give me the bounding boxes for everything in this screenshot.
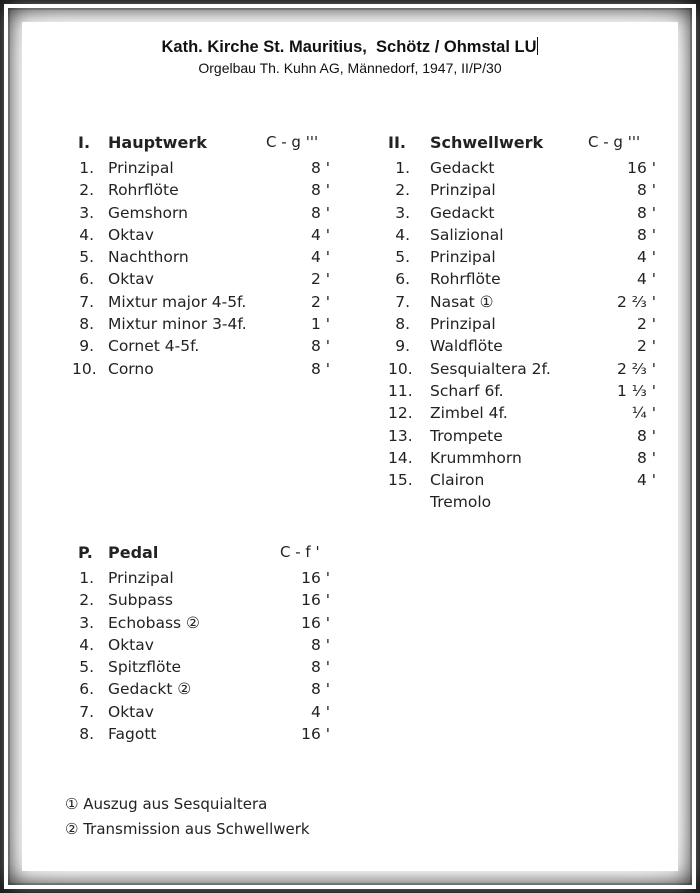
stop-row — [388, 226, 658, 248]
stop-row — [388, 204, 658, 226]
stop-row — [388, 382, 658, 404]
text-cursor — [537, 37, 538, 55]
stop-name: Cornet 4-5f. — [108, 337, 200, 356]
stop-number: 2. — [395, 181, 410, 200]
stop-number: 3. — [395, 203, 410, 222]
stop-number: 13. — [388, 426, 413, 445]
stop-name: Spitzflöte — [108, 658, 182, 677]
division-numeral: I. — [78, 133, 91, 152]
stop-row — [78, 204, 338, 226]
stop-name: Sesquialtera 2f. — [430, 359, 551, 378]
stop-name: Oktav — [108, 635, 154, 654]
stop-row — [78, 591, 338, 613]
stop-name: Mixtur minor 3-4f. — [108, 315, 247, 334]
stop-footage: 2 ' — [310, 292, 330, 311]
stop-row — [388, 360, 658, 382]
stop-number: 14. — [388, 448, 413, 467]
stop-number: 5. — [395, 248, 410, 267]
stop-number: 8. — [395, 315, 410, 334]
stop-row — [388, 270, 658, 292]
stop-footage: 8 ' — [310, 359, 330, 378]
division-name: Hauptwerk — [108, 133, 207, 152]
stop-row — [388, 181, 658, 203]
stop-number: 7. — [79, 292, 94, 311]
stop-footage: 2 ' — [636, 337, 656, 356]
stop-number: 9. — [395, 337, 410, 356]
division-range: C - g ''' — [588, 133, 641, 151]
stop-footage: 8 ' — [310, 337, 330, 356]
stop-row — [78, 159, 338, 181]
stop-footage: 8 ' — [310, 658, 330, 677]
stop-row — [78, 658, 338, 680]
stop-footage: 4 ' — [636, 471, 656, 490]
stop-number: 10. — [388, 359, 413, 378]
stop-number: 8. — [79, 725, 94, 744]
stop-footage: 8 ' — [310, 159, 330, 177]
stop-footage: 1 ' — [310, 315, 330, 334]
stop-number: 2. — [79, 591, 94, 610]
stop-footage: 16 ' — [301, 569, 330, 587]
stop-number: 7. — [79, 702, 94, 721]
stop-row — [78, 614, 338, 636]
stop-name: Nachthorn — [108, 248, 189, 267]
stop-footage: 8 ' — [636, 203, 656, 222]
stop-row — [78, 569, 338, 591]
stop-footage: 8 ' — [636, 181, 656, 200]
stop-name: Echobass ② — [108, 613, 200, 632]
stop-number: 10. — [72, 359, 97, 378]
stop-number: 3. — [79, 613, 94, 632]
stop-name: Oktav — [108, 270, 154, 289]
stop-name: Waldflöte — [430, 337, 503, 356]
stop-name: Gedackt ② — [108, 680, 192, 699]
stop-name: Zimbel 4f. — [430, 404, 508, 423]
stop-number: 3. — [79, 203, 94, 222]
stop-row — [78, 270, 338, 292]
stop-row — [78, 315, 338, 337]
stop-number: 4. — [79, 635, 94, 654]
stop-name: Mixtur major 4-5f. — [108, 292, 247, 311]
stop-number: 6. — [79, 270, 94, 289]
stop-name: Trompete — [430, 426, 503, 445]
stop-number: 12. — [388, 404, 413, 423]
stop-footage: 4 ' — [310, 702, 330, 721]
stop-footage: 4 ' — [310, 225, 330, 244]
stop-row — [388, 293, 658, 315]
division-name: Pedal — [108, 543, 159, 562]
stop-footage: 8 ' — [636, 225, 656, 244]
stop-number: 8. — [79, 315, 94, 334]
stop-row — [78, 248, 338, 270]
stop-row — [78, 725, 338, 747]
stop-footage: 2 ⅔ ' — [617, 292, 656, 311]
stop-name: Nasat ① — [430, 292, 494, 311]
stop-name: Rohrflöte — [430, 270, 501, 289]
stop-number: 2. — [79, 181, 94, 200]
stop-name: Gedackt — [430, 203, 495, 222]
stop-name: Corno — [108, 359, 154, 378]
stop-name: Clairon — [430, 471, 485, 490]
stop-row — [388, 449, 658, 471]
stop-name: Salizional — [430, 225, 504, 244]
division-schwellwerk — [388, 133, 658, 516]
stop-name: Prinzipal — [108, 159, 174, 177]
stop-number: 5. — [79, 248, 94, 267]
division-hauptwerk — [72, 133, 338, 382]
stop-footage: 16 ' — [627, 159, 656, 177]
stop-footage: 8 ' — [310, 635, 330, 654]
stop-footage: 1 ⅓ ' — [617, 381, 656, 400]
stop-footage: 8 ' — [310, 203, 330, 222]
stop-name: Oktav — [108, 702, 154, 721]
stop-row — [388, 248, 658, 270]
stop-row — [78, 181, 338, 203]
stop-footage: 4 ' — [636, 248, 656, 267]
stop-number: 6. — [79, 680, 94, 699]
stop-row — [78, 636, 338, 658]
stop-name: Prinzipal — [430, 248, 496, 267]
stop-number: 1. — [395, 159, 410, 177]
stop-row — [78, 226, 338, 248]
stop-footage: 4 ' — [636, 270, 656, 289]
stop-row — [388, 493, 658, 515]
stop-row — [388, 159, 658, 181]
stop-name: Tremolo — [430, 493, 492, 512]
stop-footage: 8 ' — [310, 680, 330, 699]
document-title: Kath. Kirche St. Mauritius, Schötz / Ohmstal LU — [161, 38, 537, 56]
stop-footage: ¼ ' — [631, 404, 656, 423]
stop-row — [72, 359, 338, 382]
stop-name: Fagott — [108, 725, 157, 744]
stop-footage: 16 ' — [301, 591, 330, 610]
stop-number: 11. — [388, 381, 413, 400]
document-subtitle: Orgelbau Th. Kuhn AG, Männedorf, 1947, II/P/30 — [198, 60, 502, 76]
stop-footage: 2 ⅔ ' — [617, 359, 656, 378]
stop-footage: 8 ' — [636, 448, 656, 467]
stop-number: 9. — [79, 337, 94, 356]
stop-name: Subpass — [108, 591, 173, 610]
stop-number: 15. — [388, 471, 413, 490]
stop-name: Oktav — [108, 225, 154, 244]
stop-row — [78, 703, 338, 725]
division-numeral: P. — [78, 543, 93, 562]
stop-name: Gemshorn — [108, 203, 188, 222]
stop-name: Rohrflöte — [108, 181, 179, 200]
footnote: ① Auszug aus Sesquialtera — [65, 795, 268, 813]
stop-number: 1. — [79, 569, 94, 587]
stop-row — [388, 315, 658, 337]
stop-footage: 8 ' — [636, 426, 656, 445]
stop-footage: 2 ' — [636, 315, 656, 334]
footnotes — [65, 795, 310, 845]
stop-footage: 2 ' — [310, 270, 330, 289]
stop-row — [388, 404, 658, 426]
stop-row — [78, 337, 338, 359]
division-pedal — [78, 543, 338, 747]
stop-number: 4. — [79, 225, 94, 244]
stop-number: 5. — [79, 658, 94, 677]
division-range: C - f ' — [280, 543, 320, 561]
stop-footage: 8 ' — [310, 181, 330, 200]
stop-row — [388, 427, 658, 449]
division-name: Schwellwerk — [430, 133, 544, 152]
footnote: ② Transmission aus Schwellwerk — [65, 820, 310, 838]
stop-number: 1. — [79, 159, 94, 177]
stop-name: Scharf 6f. — [430, 381, 504, 400]
stop-footage: 16 ' — [301, 613, 330, 632]
stop-number: 6. — [395, 270, 410, 289]
stop-name: Gedackt — [430, 159, 495, 177]
stop-row — [388, 471, 658, 493]
stop-number: 4. — [395, 225, 410, 244]
stop-number: 7. — [395, 292, 410, 311]
stop-row — [78, 293, 338, 315]
stop-name: Prinzipal — [108, 569, 174, 587]
stop-footage: 4 ' — [310, 248, 330, 267]
stop-name: Krummhorn — [430, 448, 522, 467]
division-range: C - g ''' — [266, 133, 319, 151]
stop-name: Prinzipal — [430, 181, 496, 200]
division-numeral: II. — [388, 133, 406, 152]
stop-footage: 16 ' — [301, 725, 330, 744]
stop-name: Prinzipal — [430, 315, 496, 334]
stop-row — [388, 337, 658, 359]
stop-row — [78, 680, 338, 702]
